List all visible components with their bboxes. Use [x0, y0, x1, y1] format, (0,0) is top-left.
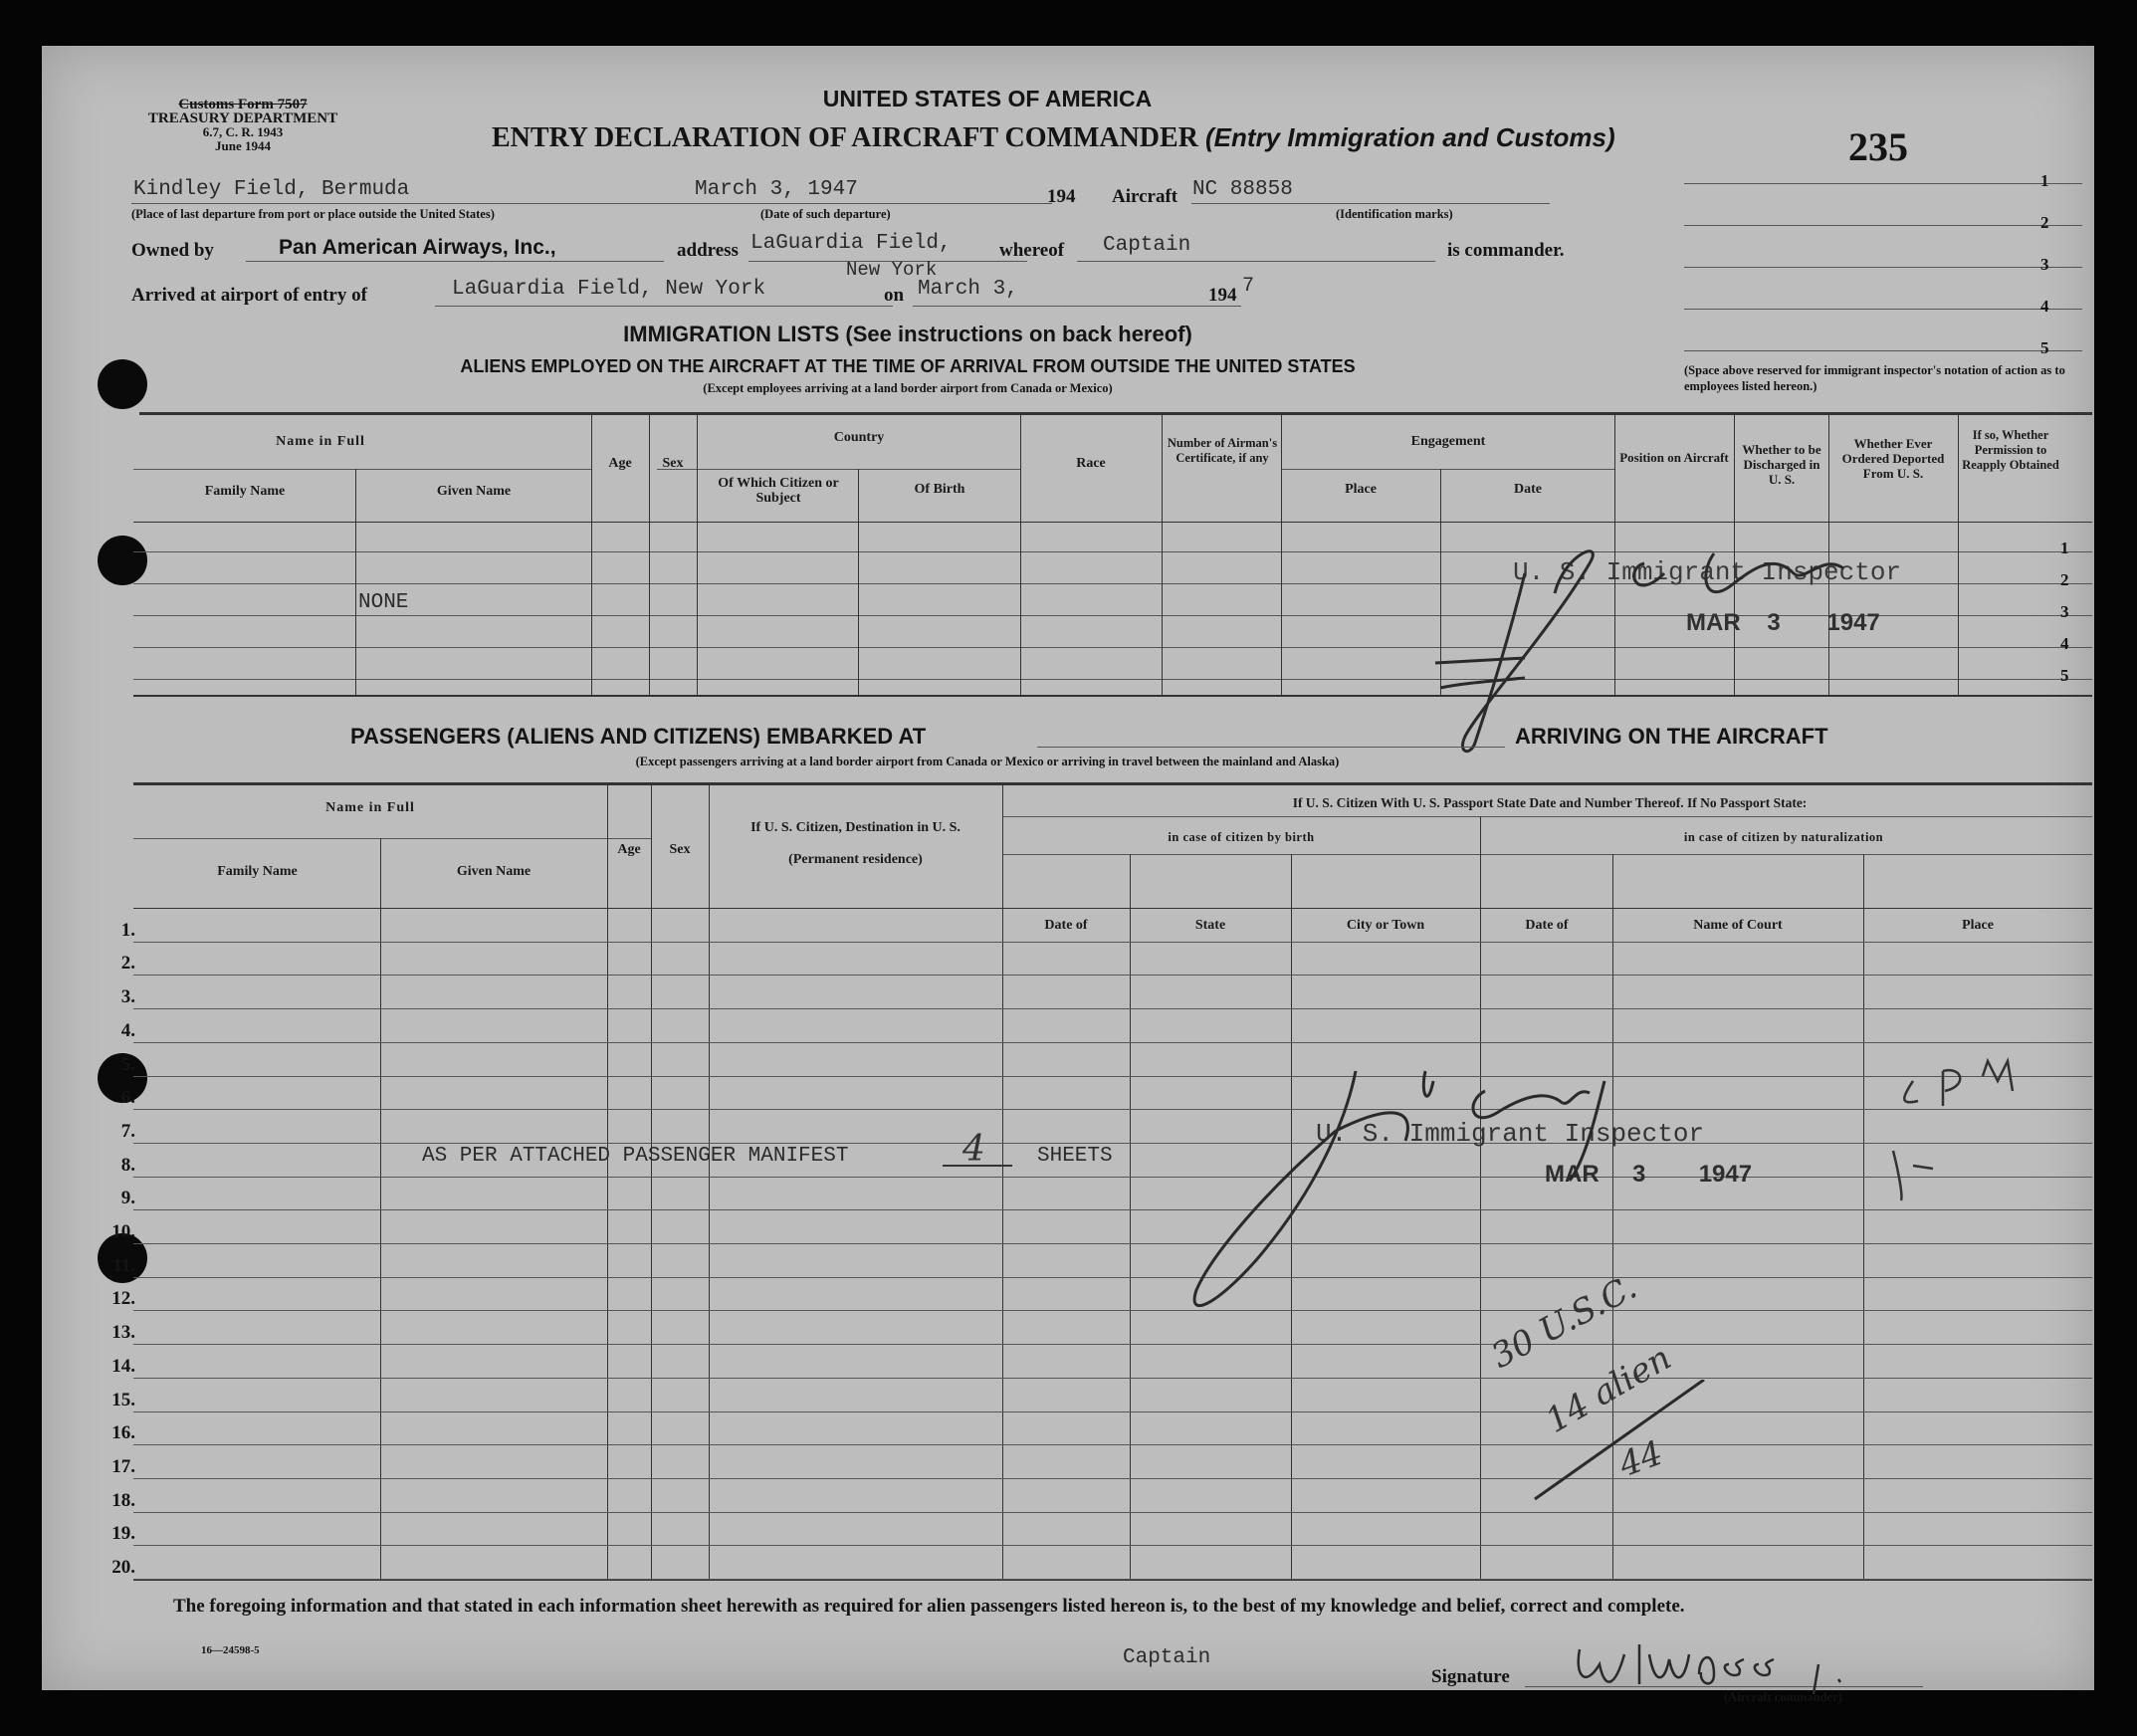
imm-header-family: Family Name — [204, 484, 286, 499]
pass-header-by-birth: in case of citizen by birth — [1168, 830, 1315, 844]
departure-date-label: (Date of such departure) — [760, 207, 891, 221]
passengers-note: (Except passengers arriving at a land border airport from Canada or Mexico or arriving in travel between the mainland and Alaska) — [635, 755, 1340, 768]
form-title — [492, 122, 1615, 154]
imm-header-airman-cert: Number of Airman's Certificate, if any — [1167, 436, 1278, 465]
departure-place-label: (Place of last departure from port or place outside the United States) — [131, 207, 495, 221]
passenger-row-line — [133, 1008, 2092, 1009]
passenger-row-line — [133, 1579, 2092, 1580]
department: TREASURY DEPARTMENT — [147, 110, 338, 126]
aircraft-id: NC 88858 — [1192, 178, 1293, 201]
passenger-row-number: 10. — [111, 1221, 135, 1242]
signature-label: Signature — [1431, 1666, 1510, 1687]
passenger-row-number: 8. — [120, 1155, 135, 1176]
country-heading: UNITED STATES OF AMERICA — [822, 86, 1153, 111]
passenger-row-number: 4. — [120, 1020, 135, 1041]
pass-header-destination: If U. S. Citizen, Destination in U. S. — [750, 820, 961, 835]
regulation: 6.7, C. R. 1943 — [202, 124, 284, 139]
imm-header-deported: Whether Ever Ordered Deported From U. S. — [1841, 436, 1945, 481]
immigration-title: IMMIGRATION LISTS (See instructions on back hereof) — [623, 322, 1192, 346]
print-code: 16—24598-5 — [201, 1644, 260, 1656]
pass-header-passport: If U. S. Citizen With U. S. Passport State Date and Number Thereof. If No Passport State: — [1292, 795, 1808, 810]
passenger-row-number: 18. — [111, 1490, 135, 1511]
imm-stamp-title: U. S. Immigrant Inspector — [1513, 557, 1902, 587]
tally-aliens: 14 alien — [1539, 1338, 1678, 1441]
reserved-note: (Space above reserved for immigrant inspector's notation of action as to employees listed hereon.) — [1684, 363, 2065, 393]
passenger-row-number: 9. — [120, 1188, 135, 1208]
imm-header-given: Given Name — [436, 484, 512, 499]
imm-stamp-month: MAR — [1686, 609, 1741, 636]
imm-row-number: 1 — [2060, 539, 2069, 557]
aircraft-id-label: (Identification marks) — [1336, 207, 1453, 221]
pass-header-name: Name in Full — [325, 800, 415, 815]
passenger-row-line — [133, 1512, 2092, 1513]
imm-row-number: 4 — [2060, 634, 2069, 653]
imm-header-date: Date — [1514, 482, 1542, 497]
immigration-note: (Except employees arriving at a land border airport from Canada or Mexico) — [703, 381, 1113, 395]
initials-mark — [1873, 1051, 2072, 1210]
passenger-row-number: 17. — [111, 1456, 135, 1477]
passenger-row-number: 7. — [120, 1121, 135, 1142]
pass-header-age: Age — [617, 842, 641, 857]
pass-header-family: Family Name — [217, 864, 298, 879]
on-label: on — [884, 285, 905, 306]
form-number: Customs Form 7507 — [178, 97, 308, 112]
pass-header-by-naturalization: in case of citizen by naturalization — [1683, 830, 1884, 844]
imm-row-number: 5 — [2060, 666, 2069, 685]
pass-header-destination-sub: (Permanent residence) — [788, 852, 923, 867]
commander: Captain — [1103, 234, 1191, 257]
tally-uscitizens: 30 U.S.C. — [1484, 1267, 1644, 1377]
owner: Pan American Airways, Inc., — [279, 236, 556, 259]
arrival-year-digit: 7 — [1242, 275, 1255, 298]
tally-total: 44 — [1613, 1432, 1668, 1486]
imm-header-engagement: Engagement — [1410, 434, 1486, 449]
owned-by-label: Owned by — [131, 240, 214, 261]
passengers-title-left: PASSENGERS (ALIENS AND CITIZENS) EMBARKED AT — [350, 724, 927, 749]
imm-stamp-day: 3 — [1767, 609, 1781, 636]
commander-suffix: is commander. — [1447, 240, 1565, 261]
pass-header-place: Place — [1962, 918, 1994, 933]
passenger-row-number: 5. — [120, 1054, 135, 1075]
passenger-row-line — [133, 942, 2092, 943]
pass-stamp-month: MAR — [1545, 1161, 1600, 1188]
imm-row-number: 2 — [2060, 570, 2069, 589]
imm-header-race: Race — [1076, 456, 1106, 471]
departure-place: Kindley Field, Bermuda — [133, 178, 410, 201]
passenger-row-line — [133, 975, 2092, 976]
imm-row-number: 3 — [2060, 602, 2069, 621]
punch-hole — [98, 536, 147, 585]
passenger-row-line — [133, 1545, 2092, 1546]
year-prefix: 194 — [1047, 186, 1076, 207]
form-title-sub: (Entry Immigration and Customs) — [1204, 122, 1615, 152]
pass-header-sex: Sex — [669, 842, 691, 857]
passengers-title-right: ARRIVING ON THE AIRCRAFT — [1515, 724, 1828, 749]
pass-header-state: State — [1194, 918, 1226, 933]
imm-header-age: Age — [608, 456, 632, 471]
form-date: June 1944 — [215, 138, 271, 153]
side-line-number: 5 — [2040, 338, 2049, 357]
arrival-date: March 3, — [918, 278, 1018, 301]
arrival-year-prefix: 194 — [1208, 285, 1237, 306]
form-sheet — [42, 46, 2094, 1704]
arrived-label: Arrived at airport of entry of — [131, 285, 367, 306]
commander-signature — [1570, 1634, 1898, 1704]
pass-header-court: Name of Court — [1693, 918, 1783, 933]
passenger-row-number: 6. — [120, 1087, 135, 1108]
passenger-row-number: 20. — [111, 1557, 135, 1578]
address-label: address — [677, 240, 739, 261]
imm-stamp-year: 1947 — [1826, 609, 1880, 636]
form-id-block — [123, 98, 362, 153]
imm-header-name: Name in Full — [276, 434, 365, 449]
passenger-row-number: 12. — [111, 1288, 135, 1309]
passenger-row-number: 2. — [120, 953, 135, 974]
pass-header-date-of-2: Date of — [1525, 918, 1569, 933]
signature-sub: (Aircraft commander) — [1724, 1690, 1842, 1704]
passenger-row-number: 11. — [112, 1255, 135, 1276]
passenger-row-number: 16. — [111, 1422, 135, 1443]
departure-date: March 3, 1947 — [695, 178, 858, 201]
commander-title: Captain — [1123, 1646, 1211, 1669]
passenger-row-number: 14. — [111, 1356, 135, 1377]
form-title-main: ENTRY DECLARATION OF AIRCRAFT COMMANDER — [492, 122, 1198, 153]
imm-header-place: Place — [1345, 482, 1377, 497]
imm-header-of-birth: Of Birth — [914, 482, 965, 497]
imm-entry-none: NONE — [358, 591, 409, 614]
passenger-row-number: 3. — [120, 986, 135, 1007]
imm-header-permission: If so, Whether Permission to Reapply Obtained — [1962, 428, 2059, 472]
punch-hole — [98, 359, 147, 409]
arrival-airport: LaGuardia Field, New York — [452, 278, 766, 301]
imm-header-sex: Sex — [662, 456, 684, 471]
passenger-row-number: 15. — [111, 1390, 135, 1410]
address-city: New York — [846, 259, 938, 281]
imm-header-position: Position on Aircraft — [1619, 450, 1729, 465]
passenger-row-number: 19. — [111, 1523, 135, 1544]
immigration-subtitle: ALIENS EMPLOYED ON THE AIRCRAFT AT THE TIME OF ARRIVAL FROM OUTSIDE THE UNITED STATES — [460, 356, 1356, 376]
passenger-row-line — [133, 1478, 2092, 1479]
pass-stamp-year: 1947 — [1698, 1161, 1753, 1188]
pass-header-given: Given Name — [456, 864, 532, 879]
passenger-row-line — [133, 1444, 2092, 1445]
pass-header-date-of: Date of — [1044, 918, 1088, 933]
passenger-row-line — [133, 1378, 2092, 1379]
pass-header-city: City or Town — [1346, 918, 1425, 933]
imm-header-citizen-of: Of Which Citizen or Subject — [718, 476, 839, 506]
side-line-number: 2 — [2040, 213, 2049, 232]
passenger-row-number: 13. — [111, 1322, 135, 1343]
address: LaGuardia Field, — [750, 232, 952, 255]
pass-stamp-title: U. S. Immigrant Inspector — [1316, 1119, 1705, 1149]
pass-stamp-day: 3 — [1632, 1161, 1646, 1188]
side-line-number: 4 — [2040, 297, 2049, 316]
passenger-row-number: 1. — [120, 920, 135, 941]
certification-text: The foregoing information and that stated in each information sheet herewith as required for alien passengers listed hereon is, to the best of my knowledge and belief, correct and complete. — [173, 1596, 1685, 1617]
inspector-signature-2 — [1167, 1041, 1804, 1360]
manifest-text-right: SHEETS — [1037, 1145, 1113, 1168]
form-sequence-number: 235 — [1848, 124, 1908, 169]
side-line-number: 3 — [2040, 255, 2049, 274]
whereof-label: whereof — [999, 240, 1065, 261]
manifest-text-left: AS PER ATTACHED PASSENGER MANIFEST — [422, 1145, 849, 1168]
aircraft-label: Aircraft — [1112, 186, 1178, 207]
imm-header-country: Country — [833, 430, 885, 445]
manifest-count: 4 — [962, 1129, 985, 1170]
side-line-number: 1 — [2040, 171, 2049, 190]
passenger-row-line — [133, 1411, 2092, 1412]
imm-header-discharged: Whether to be Discharged in U. S. — [1742, 442, 1821, 487]
